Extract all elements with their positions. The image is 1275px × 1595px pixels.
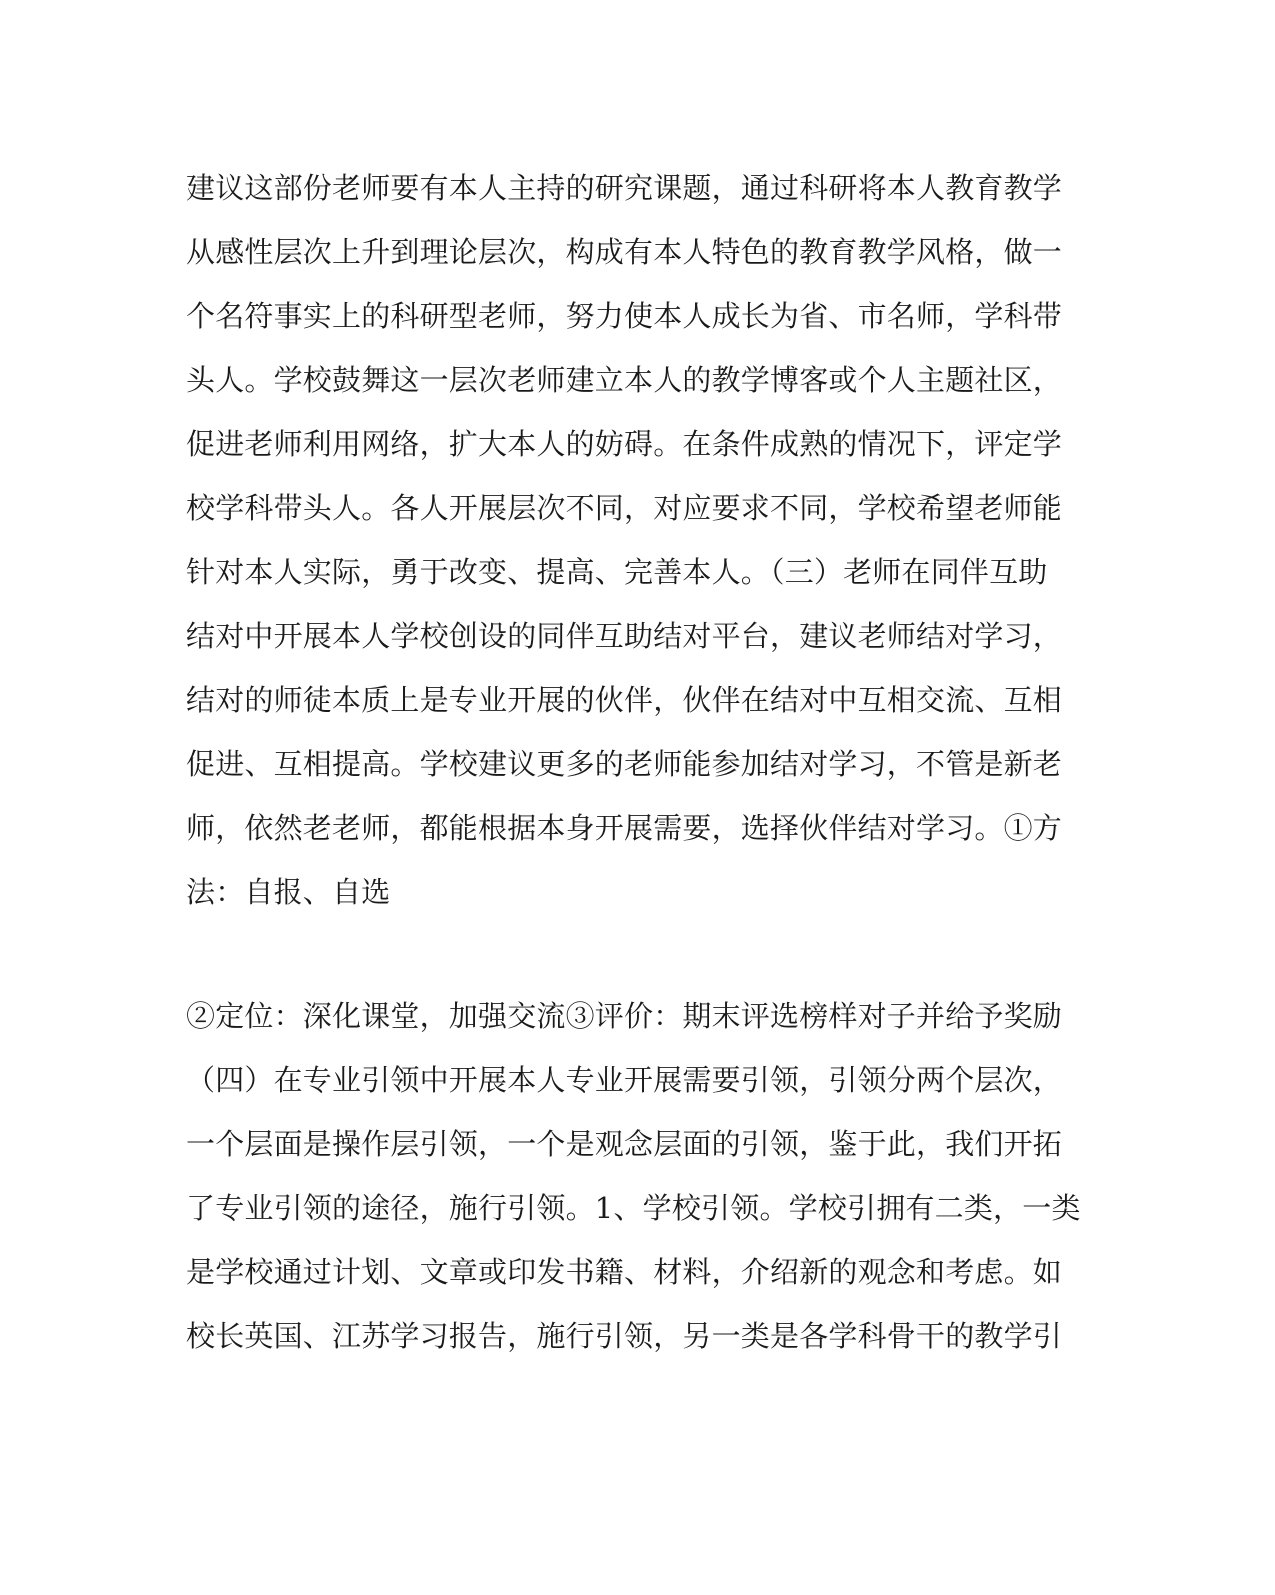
text-line: 个名符事实上的科研型老师，努力使本人成长为省、市名师，学科带 [186, 299, 1063, 333]
text-line: 针对本人实际，勇于改变、提高、完善本人。（三）老师在同伴互助 [186, 555, 1048, 589]
text-line: 促进老师利用网络，扩大本人的妨碍。在条件成熟的情况下，评定学 [186, 427, 1063, 461]
text-line: ②定位：深化课堂，加强交流③评价：期末评选榜样对子并给予奖励 [186, 999, 1063, 1033]
text-line: 是学校通过计划、文章或印发书籍、材料，介绍新的观念和考虑。如 [186, 1255, 1063, 1289]
text-line: （四）在专业引领中开展本人专业开展需要引领，引领分两个层次， [186, 1063, 1063, 1097]
text-line: 校学科带头人。各人开展层次不同，对应要求不同，学校希望老师能 [186, 491, 1063, 525]
paragraph-1 [186, 166, 1076, 934]
text-line: 结对中开展本人学校创设的同伴互助结对平台，建议老师结对学习， [186, 619, 1063, 653]
text-line: 促进、互相提高。学校建议更多的老师能参加结对学习，不管是新老 [186, 747, 1063, 781]
text-line: 建议这部份老师要有本人主持的研究课题，通过科研将本人教育教学 [186, 171, 1063, 205]
text-line: 从感性层次上升到理论层次，构成有本人特色的教育教学风格，做一 [186, 235, 1063, 269]
text-line: 结对的师徒本质上是专业开展的伙伴，伙伴在结对中互相交流、互相 [186, 683, 1063, 717]
text-line: 师，依然老老师，都能根据本身开展需要，选择伙伴结对学习。①方 [186, 811, 1063, 845]
paragraph-2 [186, 994, 1081, 1378]
text-line: 校长英国、江苏学习报告，施行引领，另一类是各学科骨干的教学引 [186, 1319, 1063, 1353]
text-line: 法：自报、自选 [186, 875, 391, 909]
text-line: 了专业引领的途径，施行引领。1、学校引领。学校引拥有二类，一类 [186, 1191, 1081, 1225]
text-line: 头人。学校鼓舞这一层次老师建立本人的教学博客或个人主题社区， [186, 363, 1063, 397]
text-line: 一个层面是操作层引领，一个是观念层面的引领，鉴于此，我们开拓 [186, 1127, 1063, 1161]
